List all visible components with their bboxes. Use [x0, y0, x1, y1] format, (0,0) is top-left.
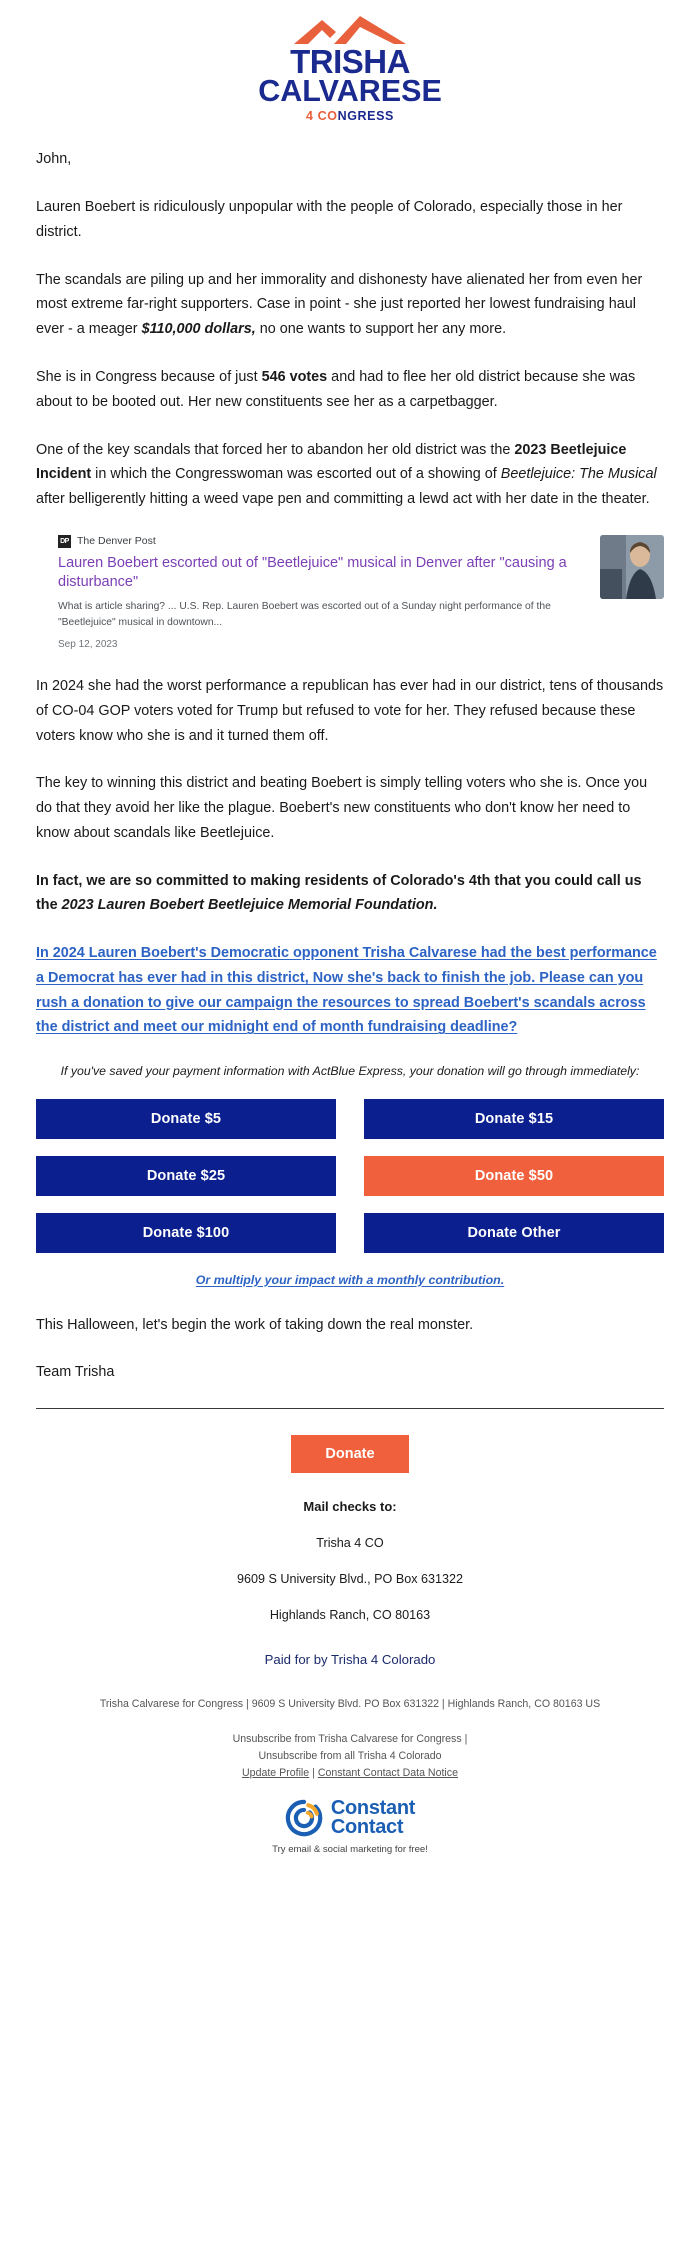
donate-5-button[interactable]: Donate $5	[36, 1099, 336, 1139]
actblue-express-note: If you've saved your payment information with ActBlue Express, your donation will go through immediately:	[60, 1064, 640, 1079]
paragraph-8: This Halloween, let's begin the work of taking down the real monster.	[36, 1316, 474, 1333]
constant-contact-footer	[0, 1697, 700, 1865]
mail-checks-street: 9609 S University Blvd., PO Box 631322	[236, 1572, 464, 1587]
p4-incident: 2023 Beetlejuice Incident	[36, 441, 627, 483]
p4-musical-title: Beetlejuice: The Musical	[500, 466, 657, 483]
campaign-logo	[0, 0, 700, 147]
logo-line-1: TRISHA	[290, 43, 410, 80]
logo-tagline-co: CO	[317, 109, 338, 124]
p7-foundation-name: 2023 Lauren Boebert Beetlejuice Memorial Foundation.	[61, 897, 438, 914]
paragraph-1: Lauren Boebert is ridiculously unpopular with the people of Colorado, especially those in her district.	[36, 199, 623, 240]
donation-ask-link[interactable]: In 2024 Lauren Boebert's Democratic opponent Trisha Calvarese had the best performance a Democrat has ever had in this district, Now she's back to finish the job. Please can you rush a donation to give our campaign the resources to spread Boebert's scandals across the district and meet our midnight end of month fundraising deadline?	[36, 945, 657, 1036]
p7-part-a: In fact, we are so committed to making residents of Colorado's 4th that you could call us the	[36, 872, 642, 914]
unsubscribe-from-list-link[interactable]: Unsubscribe from Trisha Calvarese for Congress |	[232, 1733, 468, 1746]
unsubscribe-from-all-link[interactable]: Unsubscribe from all Trisha 4 Colorado	[258, 1750, 442, 1763]
p2-amount: $110,000 dollars,	[141, 321, 256, 338]
paragraph-2	[36, 268, 664, 342]
constant-contact-mark-icon	[285, 1799, 323, 1837]
news-date: Sep 12, 2023	[58, 638, 118, 650]
donate-15-button[interactable]: Donate $15	[364, 1099, 664, 1139]
constant-contact-logo[interactable]	[40, 1796, 660, 1838]
logo-line-2: CALVARESE	[258, 74, 442, 109]
p3-votes: 546 votes	[261, 369, 328, 385]
paragraph-4	[36, 438, 664, 512]
news-source-name: The Denver Post	[77, 535, 156, 548]
donate-cta-wrap	[0, 1435, 700, 1473]
wordmark-line-2: Contact	[330, 1815, 404, 1838]
mail-checks-city: Highlands Ranch, CO 80163	[269, 1608, 431, 1623]
paragraph-6: The key to winning this district and beating Boebert is simply telling voters who she is. Once you do that they avoid her like the plague. Boebert's new constituents who don't know her need to know about scandals like Beetlejuice.	[36, 775, 648, 841]
donate-other-button[interactable]: Donate Other	[364, 1213, 664, 1253]
update-profile-link[interactable]: Update Profile	[242, 1767, 310, 1780]
paragraph-3	[36, 365, 664, 415]
footer-link-separator: |	[309, 1767, 318, 1780]
mail-checks-payee: Trisha 4 CO	[316, 1536, 384, 1551]
p2-part-c: no one wants to support her any more.	[255, 321, 507, 338]
logo-tagline-rest: NGRESS	[337, 109, 394, 124]
p4-part-c: in which the Congresswoman was escorted out of a showing of	[91, 466, 501, 483]
message-body	[0, 147, 700, 1040]
paid-for-disclaimer: Paid for by Trisha 4 Colorado	[264, 1652, 436, 1668]
paragraph-7	[36, 869, 664, 919]
wordmark-line-1: Constant	[330, 1796, 416, 1819]
donate-button-grid	[0, 1099, 700, 1253]
logo-tagline-num: 4	[306, 109, 318, 124]
footer-address: Trisha Calvarese for Congress | 9609 S University Blvd. PO Box 631322 | Highlands Ranch, CO 80163 US	[99, 1698, 601, 1711]
data-notice-link[interactable]: Constant Contact Data Notice	[317, 1767, 458, 1780]
p3-part-a: She is in Congress because of just	[36, 369, 262, 385]
monthly-contribution-link[interactable]: Or multiply your impact with a monthly contribution.	[195, 1272, 505, 1287]
p2-part-a: The scandals are piling up and her immorality and dishonesty have alienated her from even her most extreme far-right supporters. Case in point - she just reported her lowest fundraising haul ever - a meager	[36, 271, 643, 338]
mountain-icon	[290, 12, 410, 46]
logo-tagline	[258, 110, 442, 123]
constant-contact-wordmark	[330, 1796, 416, 1838]
donate-25-button[interactable]: Donate $25	[36, 1156, 336, 1196]
mail-checks-block	[0, 1499, 700, 1622]
news-source-row	[58, 535, 586, 548]
constant-contact-tagline[interactable]: Try email & social marketing for free!	[272, 1843, 428, 1855]
paragraph-5: In 2024 she had the worst performance a republican has ever had in our district, tens of thousands of CO-04 GOP voters voted for Trump but refused to vote for her. They refused because these voters know who she is and it turned them off.	[36, 677, 664, 744]
closing-block	[0, 1313, 700, 1386]
mail-checks-header: Mail checks to:	[303, 1499, 397, 1515]
donate-cta-button[interactable]: Donate	[291, 1435, 408, 1473]
donate-50-button[interactable]: Donate $50	[364, 1156, 664, 1196]
news-snippet: What is article sharing? ... U.S. Rep. Lauren Boebert was escorted out of a Sunday night performance of the "Beetlejuice" musical in downtown...	[58, 601, 551, 629]
monthly-contribution-row	[0, 1271, 700, 1289]
greeting: John,	[36, 151, 72, 168]
denver-post-favicon-icon: DP	[58, 535, 71, 548]
p3-part-c: and had to flee her old district because she was about to be booted out. Her new constituents see her as a carpetbagger.	[36, 369, 636, 410]
news-thumbnail	[600, 535, 664, 599]
donate-100-button[interactable]: Donate $100	[36, 1213, 336, 1253]
news-article-card[interactable]	[36, 535, 664, 650]
p4-part-e: after belligerently hitting a weed vape pen and committing a lewd act with her date in the theater.	[36, 491, 650, 508]
p4-part-a: One of the key scandals that forced her to abandon her old district was the	[36, 441, 515, 458]
footer-unsubscribe-block	[40, 1731, 660, 1782]
signoff: Team Trisha	[36, 1364, 115, 1381]
news-thumbnail-image	[600, 535, 664, 599]
news-headline[interactable]: Lauren Boebert escorted out of "Beetlejuice" musical in Denver after "causing a disturbance"	[58, 554, 567, 590]
footer-links-row	[40, 1765, 660, 1782]
news-card-text	[58, 535, 586, 650]
divider	[36, 1408, 664, 1409]
